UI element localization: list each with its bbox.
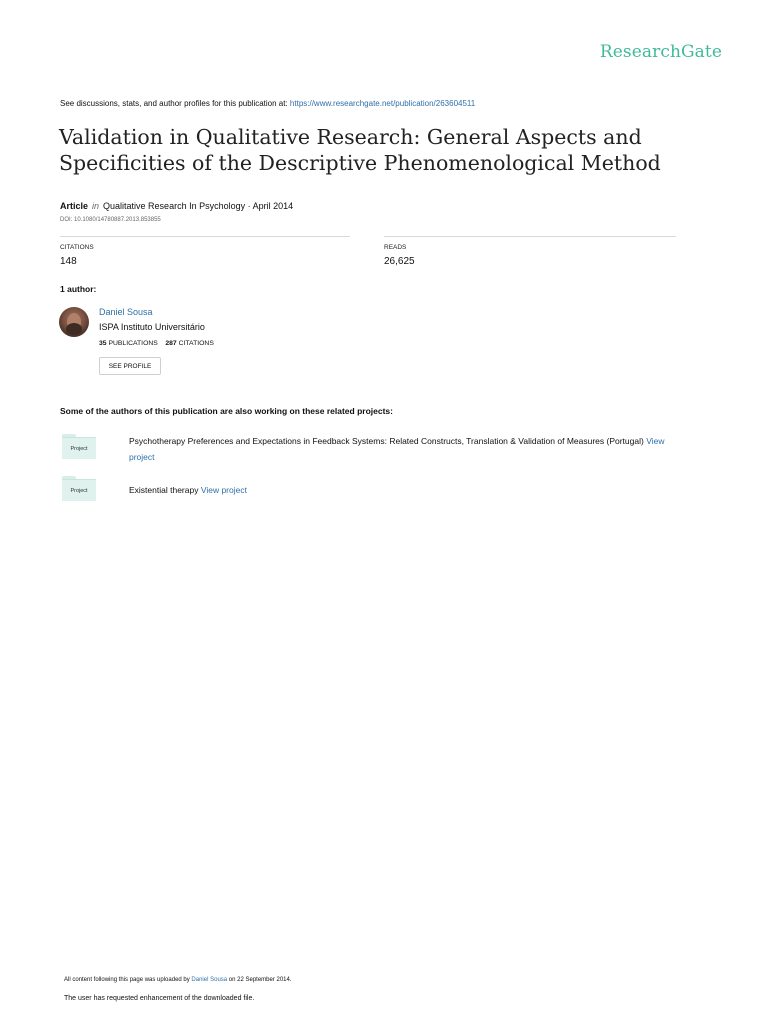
project-item-2-title: Existential therapy: [129, 485, 199, 495]
author-stats: [99, 340, 214, 347]
publication-title: [59, 124, 719, 176]
project-item-1-project-word: project: [129, 452, 155, 462]
citations-value: 148: [60, 256, 77, 267]
doi-text: DOI: 10.1080/14780887.2013.853855: [60, 217, 161, 223]
publication-title-line1: Validation in Qualitative Research: General Aspects and: [59, 125, 642, 149]
see-profile-button[interactable]: SEE PROFILE: [99, 357, 161, 375]
project-item-1-title: Psychotherapy Preferences and Expectations in Feedback Systems: Related Constructs, Translation & Validation of Measures (Portugal): [129, 436, 644, 446]
author-publications-label: PUBLICATIONS: [108, 340, 158, 347]
avatar[interactable]: [59, 307, 89, 337]
project-item-2: [129, 482, 719, 498]
project-item-1-view-word: View: [646, 436, 665, 446]
see-discussions-line: [60, 99, 475, 108]
journal-date: Qualitative Research In Psychology · April 2014: [103, 201, 294, 211]
enhancement-note: The user has requested enhancement of the downloaded file.: [64, 995, 255, 1002]
reads-label: READS: [384, 244, 407, 251]
author-citations-label: CITATIONS: [178, 340, 214, 347]
uploaded-suffix: on 22 September 2014.: [228, 977, 292, 983]
citations-divider: [60, 236, 350, 237]
folder-label: Project: [62, 479, 96, 501]
citations-label: CITATIONS: [60, 244, 94, 251]
uploaded-prefix: All content following this page was uploaded by: [64, 977, 190, 983]
publication-meta: [60, 201, 293, 211]
in-word: in: [92, 201, 100, 211]
authors-heading: 1 author:: [60, 284, 97, 294]
article-type: Article: [60, 201, 89, 211]
author-institution: ISPA Instituto Universitário: [99, 322, 205, 332]
reads-divider: [384, 236, 676, 237]
folder-label: Project: [62, 437, 96, 459]
project-item-2-view-link[interactable]: View project: [200, 485, 247, 495]
author-citations-count: 287: [165, 340, 177, 347]
uploaded-note: [64, 977, 292, 983]
author-name-link[interactable]: Daniel Sousa: [99, 307, 153, 317]
project-item-1: [129, 433, 719, 465]
project-folder-icon[interactable]: [62, 476, 96, 500]
publication-title-line2: Specificities of the Descriptive Phenomenological Method: [59, 151, 661, 175]
publication-url-link[interactable]: https://www.researchgate.net/publication/263604511: [289, 99, 476, 108]
uploader-link[interactable]: Daniel Sousa: [191, 977, 228, 983]
researchgate-logo[interactable]: ResearchGate: [599, 42, 722, 62]
reads-value: 26,625: [384, 256, 415, 267]
author-publications-count: 35: [99, 340, 107, 347]
avatar-beard: [66, 323, 82, 335]
project-folder-icon[interactable]: [62, 434, 96, 458]
see-discussions-text: See discussions, stats, and author profiles for this publication at:: [60, 99, 288, 108]
related-projects-heading: Some of the authors of this publication are also working on these related projects:: [60, 406, 393, 416]
